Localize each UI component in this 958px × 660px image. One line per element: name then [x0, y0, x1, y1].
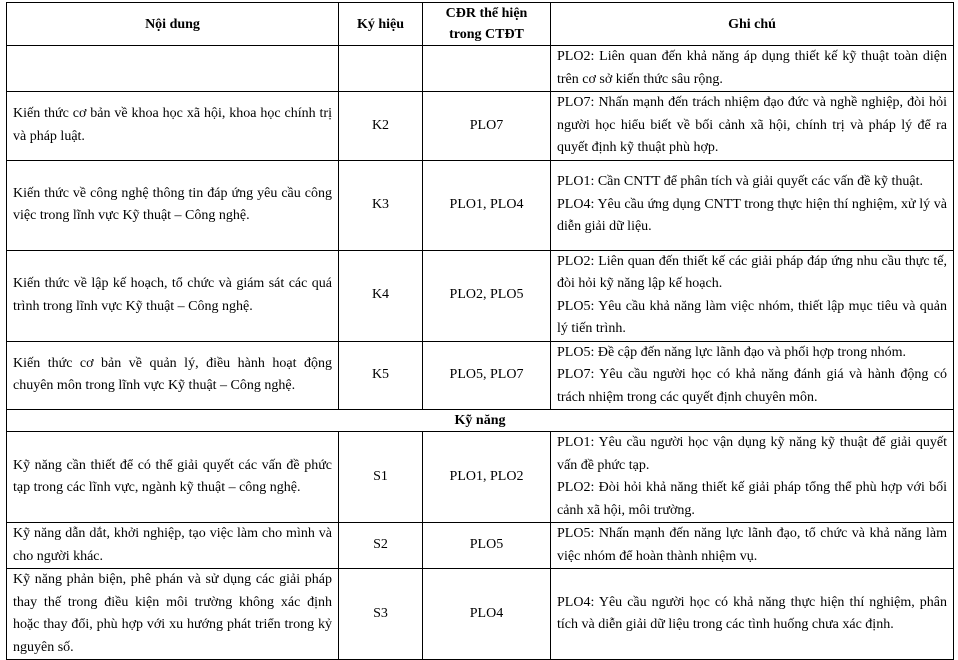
symbol-cell: S1 — [339, 432, 423, 523]
note-paragraph: PLO2: Liên quan đến khả năng áp dụng thiết kế kỹ thuật toàn diện trên cơ sở kiến thức sâu rộng. — [557, 49, 947, 87]
plo-cell — [423, 46, 551, 92]
content-cell: Kỹ năng phản biện, phê phán và sử dụng các giải pháp thay thế trong điều kiện môi trường không xác định hoặc thay đổi, phù hợp với xu hướng phát triển trong kỷ nguyên số. — [7, 569, 339, 660]
header-plo — [423, 3, 551, 46]
note-cell — [551, 46, 954, 92]
note-paragraph: PLO7: Nhấn mạnh đến trách nhiệm đạo đức và nghề nghiệp, đòi hỏi người học hiểu biết về bối cảnh xã hội, chính trị và pháp lý để ra quyết định kỹ thuật phù hợp. — [557, 95, 947, 155]
note-cell — [551, 432, 954, 523]
section-row — [7, 410, 954, 432]
symbol-cell: K2 — [339, 92, 423, 161]
note-paragraph: PLO5: Nhấn mạnh đến năng lực lãnh đạo, tổ chức và khả năng làm việc nhóm để hoàn thành nhiệm vụ. — [557, 526, 947, 564]
plo-cell: PLO1, PLO2 — [423, 432, 551, 523]
note-paragraph: PLO4: Yêu cầu ứng dụng CNTT trong thực hiện thí nghiệm, xử lý và diễn giải dữ liệu. — [557, 196, 947, 235]
content-cell: Kỹ năng dẫn dắt, khởi nghiệp, tạo việc làm cho mình và cho người khác. — [7, 523, 339, 569]
content-cell: Kiến thức về lập kế hoạch, tổ chức và giám sát các quá trình trong lĩnh vực Kỹ thuật – Công nghệ. — [7, 250, 339, 341]
symbol-cell: K4 — [339, 250, 423, 341]
symbol-cell: S2 — [339, 523, 423, 569]
note-paragraph: PLO2: Đòi hỏi khả năng thiết kế giải pháp tổng thể phù hợp với bối cảnh xã hội, môi trường. — [557, 480, 947, 518]
symbol-cell: K3 — [339, 160, 423, 250]
content-cell: Kiến thức cơ bản về quản lý, điều hành hoạt động chuyên môn trong lĩnh vực Kỹ thuật – Công nghệ. — [7, 341, 339, 410]
header-note: Ghi chú — [551, 3, 954, 46]
header-content: Nội dung — [7, 3, 339, 46]
note-cell — [551, 250, 954, 341]
content-cell: Kỹ năng cần thiết để có thể giải quyết các vấn đề phức tạp trong các lĩnh vực, ngành kỹ thuật – công nghệ. — [7, 432, 339, 523]
content-cell: Kiến thức cơ bản về khoa học xã hội, khoa học chính trị và pháp luật. — [7, 92, 339, 161]
symbol-cell — [339, 46, 423, 92]
header-row — [7, 3, 954, 46]
note-cell — [551, 523, 954, 569]
content-cell — [7, 46, 339, 92]
table-row — [7, 523, 954, 569]
table-row — [7, 92, 954, 161]
note-paragraph: PLO5: Yêu cầu khả năng làm việc nhóm, thiết lập mục tiêu và quản lý tiến trình. — [557, 298, 947, 336]
note-paragraph: PLO2: Liên quan đến thiết kế các giải pháp đáp ứng nhu cầu thực tế, đòi hỏi kỹ năng lập kế hoạch. — [557, 253, 947, 291]
plo-cell: PLO1, PLO4 — [423, 160, 551, 250]
header-plo-line1: CĐR thể hiện — [445, 6, 528, 21]
note-paragraph: PLO1: Cần CNTT để phân tích và giải quyết các vấn đề kỹ thuật. — [557, 174, 923, 190]
content-cell: Kiến thức về công nghệ thông tin đáp ứng yêu cầu công việc trong lĩnh vực Kỹ thuật – Công nghệ. — [7, 160, 339, 250]
note-cell — [551, 341, 954, 410]
table-row — [7, 250, 954, 341]
plo-cell: PLO5 — [423, 523, 551, 569]
note-paragraph: PLO7: Yêu cầu người học có khả năng đánh giá và hành động có trách nhiệm trong các quyết định chuyên môn. — [557, 367, 947, 405]
note-paragraph: PLO4: Yêu cầu người học có khả năng thực hiện thí nghiệm, phân tích và diễn giải dữ liệu trong các tình huống chưa xác định. — [557, 594, 947, 632]
table-row — [7, 46, 954, 92]
table-row — [7, 569, 954, 660]
plo-mapping-table — [6, 2, 954, 660]
plo-cell: PLO7 — [423, 92, 551, 161]
note-cell — [551, 569, 954, 660]
note-paragraph: PLO5: Đề cập đến năng lực lãnh đạo và phối hợp trong nhóm. — [557, 344, 906, 360]
note-cell — [551, 160, 954, 250]
plo-cell: PLO4 — [423, 569, 551, 660]
symbol-cell: K5 — [339, 341, 423, 410]
header-symbol: Ký hiệu — [339, 3, 423, 46]
plo-cell: PLO5, PLO7 — [423, 341, 551, 410]
note-cell — [551, 92, 954, 161]
plo-cell: PLO2, PLO5 — [423, 250, 551, 341]
section-skills-title: Kỹ năng — [7, 410, 954, 432]
table-row — [7, 341, 954, 410]
symbol-cell: S3 — [339, 569, 423, 660]
note-paragraph: PLO1: Yêu cầu người học vận dụng kỹ năng kỹ thuật để giải quyết vấn đề phức tạp. — [557, 435, 947, 473]
table-row — [7, 160, 954, 250]
table-row — [7, 432, 954, 523]
header-plo-line2: trong CTĐT — [449, 27, 524, 42]
